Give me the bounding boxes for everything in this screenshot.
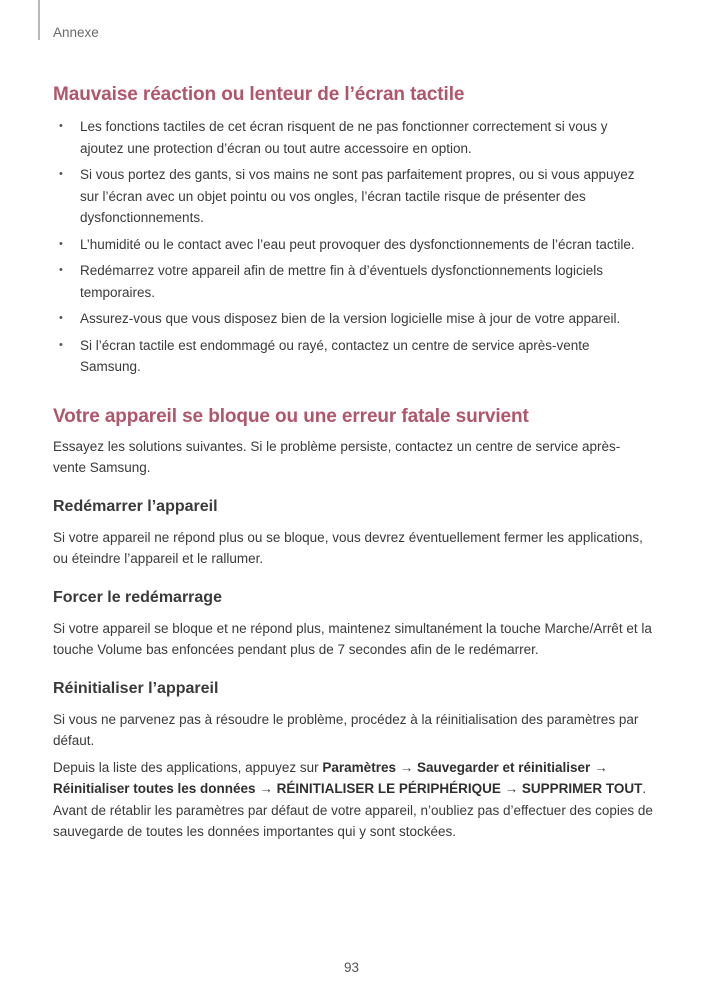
bullet-icon: • bbox=[59, 264, 63, 276]
bullet-icon: • bbox=[59, 338, 63, 351]
header-rule bbox=[38, 0, 40, 40]
bullet-icon: • bbox=[59, 120, 63, 132]
list-item: • Assurez-vous que vous disposez bien de la version logicielle mise à jour de votre appareil. bbox=[53, 308, 653, 330]
page-number: 93 bbox=[343, 960, 360, 975]
restart-text: Si votre appareil ne répond plus ou se bloque, vous devrez éventuellement fermer les applications, ou éteindre l’appareil et le rallumer. bbox=[53, 529, 643, 566]
path-step-reset-device: RÉINITIALISER LE PÉRIPHÉRIQUE bbox=[276, 781, 501, 796]
bullet-icon: • bbox=[59, 168, 63, 180]
path-step-settings: Paramètres bbox=[322, 759, 396, 775]
bullet-icon: • bbox=[59, 312, 63, 324]
path-suffix: . Avant de rétablir les paramètres par défaut de votre appareil, n’oubliez pas d’effectuer des copies de sauvegarde de toutes les données importantes qui y sont stockées. bbox=[53, 781, 653, 839]
arrow-icon: → bbox=[395, 759, 417, 775]
list-item: • Si vous portez des gants, si vos mains ne sont pas parfaitement propres, ou si vous appuyez sur l’écran avec un objet pointu ou vos ongles, l’écran tactile risque de présenter des dysfonctionnements. bbox=[53, 164, 653, 229]
arrow-icon: → bbox=[590, 759, 608, 775]
path-step-backup-reset: Sauvegarder et réinitialiser bbox=[416, 759, 591, 775]
arrow-icon: → bbox=[255, 781, 277, 796]
arrow-icon: → bbox=[500, 781, 522, 796]
force-restart-text: Si votre appareil se bloque et ne répond plus, maintenez simultanément la touche Marche/Arrêt et la touche Volume bas enfoncées pendant plus de 7 secondes afin de le redémarrer. bbox=[53, 620, 652, 657]
subsection-title-restart: Redémarrer l’appareil bbox=[53, 497, 218, 515]
reset-text: Si vous ne parvenez pas à résoudre le problème, procédez à la réinitialisation des paramètres par défaut. bbox=[53, 711, 639, 748]
section-title-freeze: Votre appareil se bloque ou une erreur fatale survient bbox=[53, 405, 529, 427]
page-content bbox=[53, 82, 653, 843]
path-step-reset-all-data: Réinitialiser toutes les données bbox=[53, 781, 256, 796]
list-item: • L’humidité ou le contact avec l’eau peut provoquer des dysfonctionnements de l’écran tactile. bbox=[53, 234, 653, 256]
list-item: • Redémarrez votre appareil afin de mettre fin à d’éventuels dysfonctionnements logiciels temporaires. bbox=[53, 260, 653, 303]
touchscreen-tips-list bbox=[53, 116, 653, 378]
subsection-title-force-restart: Forcer le redémarrage bbox=[53, 588, 222, 606]
list-item: • Les fonctions tactiles de cet écran risquent de ne pas fonctionner correctement si vous y ajoutez une protection d’écran ou tout autre accessoire en option. bbox=[53, 116, 653, 159]
freeze-intro: Essayez les solutions suivantes. Si le problème persiste, contactez un centre de service après-vente Samsung. bbox=[53, 438, 621, 475]
list-item: • Si l’écran tactile est endommagé ou rayé, contactez un centre de service après-vente Samsung. bbox=[53, 335, 653, 378]
path-step-delete-all: SUPPRIMER TOUT bbox=[521, 781, 643, 796]
section-label: Annexe bbox=[53, 25, 99, 40]
path-prefix: Depuis la liste des applications, appuyez sur bbox=[53, 759, 323, 775]
reset-path-text bbox=[53, 757, 653, 843]
section-title-touchscreen: Mauvaise réaction ou lenteur de l’écran tactile bbox=[53, 84, 465, 105]
bullet-icon: • bbox=[59, 237, 63, 250]
subsection-title-reset: Réinitialiser l’appareil bbox=[53, 679, 219, 697]
